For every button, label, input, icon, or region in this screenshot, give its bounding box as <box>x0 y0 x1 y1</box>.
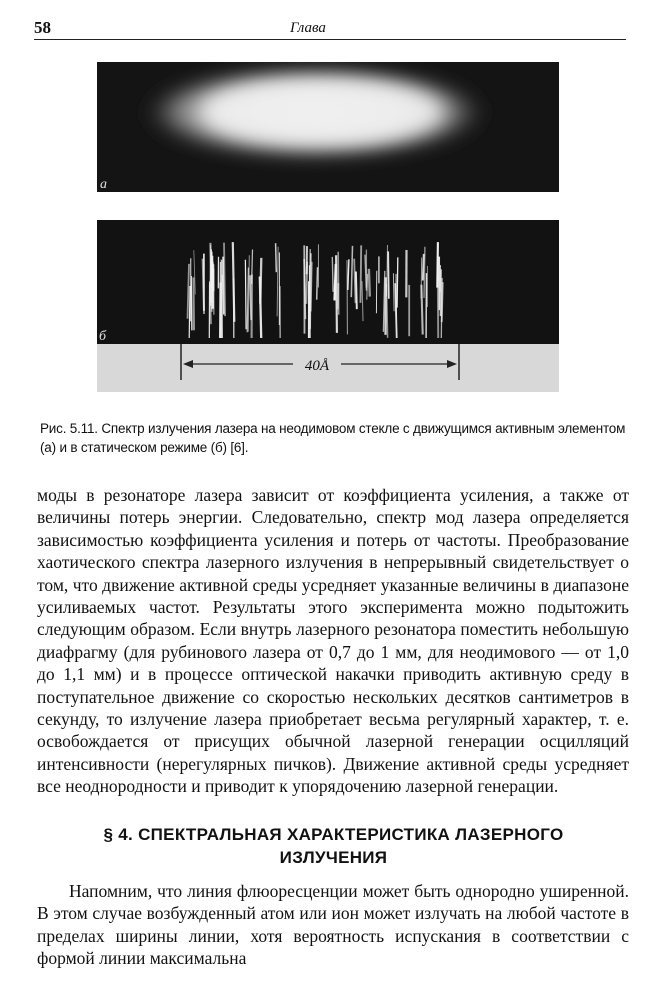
spectral-line <box>317 267 318 300</box>
continuous-spectrum-image <box>97 62 559 192</box>
spectral-line <box>397 257 398 307</box>
spectral-line <box>332 257 333 292</box>
figure-panel-b <box>97 220 559 392</box>
spectral-line <box>441 269 442 316</box>
figure-caption: Рис. 5.11. Спектр излучения лазера на неодимовом стекле с движущимся активным элементом (а) и в статическом режиме (б) [6]. <box>40 421 626 455</box>
section-heading-line-1: § 4. СПЕКТРАЛЬНАЯ ХАРАКТЕРИСТИКА ЛАЗЕРНОГО <box>103 825 564 844</box>
paragraph-text: Напомним, что линия флюоресценции может быть однородно уширенной. В этом случае возбужденный атом или ион может излучать на любой частоте в пределах ширины линии, хотя вероятность испускания в соответствии с формой линии максимальна <box>37 881 629 969</box>
section-heading <box>90 823 577 869</box>
page-number: 58 <box>34 18 51 37</box>
paragraph-text: моды в резонаторе лазера зависит от коэффициента усиления, а также от величины потерь энергии. Следовательно, спектр мод лазера определяется зависимостью коэффициента усиления и потерь от частоты. Преобразование хаотического спектра лазерного излучения в непрерывный свидетельствует о том, что движение активной среды усредняет указанные величины в диапазоне усиливаемых частот. Результаты этого эксперимента можно подытожить следующим образом. Если внутрь лазерного резонатора поместить небольшую диафрагму (для рубинового лазера от 0,7 до 1 мм, для неодимового — от 1,0 до 1,1 мм) и в процессе оптической накачки приводить активную среду в поступательное движение со скоростью нескольких десятков сантиметров в секунду, то излучение лазера приобретает весьма регулярный характер, т. е. освобождается от присущих обычной лазерной генерации осцилляций интенсивности (нерегулярных пичков). Движение активной среды усредняет все неоднородности и приводит к упорядочению лазерной генерации. <box>37 485 629 797</box>
figure-panel-a <box>97 62 559 192</box>
spectral-line <box>442 282 443 322</box>
spectral-line <box>245 260 246 330</box>
spectral-line <box>388 251 389 298</box>
body-paragraph-1 <box>37 484 629 798</box>
spectral-line <box>191 276 192 330</box>
panel-a-label: а <box>100 177 107 192</box>
spectral-line <box>338 283 339 309</box>
spectral-line <box>336 255 337 333</box>
spectral-line <box>421 285 422 335</box>
spectral-line <box>423 254 424 281</box>
spectral-line <box>306 262 307 304</box>
spectral-line <box>189 286 190 338</box>
spectral-line <box>222 260 223 338</box>
scale-label: 40Å <box>304 358 330 374</box>
header-rule <box>34 39 626 40</box>
spectral-line <box>193 277 194 330</box>
section-heading-line-2: ИЗЛУЧЕНИЯ <box>279 848 388 867</box>
spectral-line <box>369 269 370 297</box>
spectral-line <box>361 245 362 303</box>
spectral-line <box>424 247 425 298</box>
line-spectrum-image <box>97 220 559 392</box>
spectral-line <box>223 257 224 315</box>
spectral-line <box>260 258 261 304</box>
spectral-line <box>276 243 277 272</box>
spectral-line <box>437 242 438 288</box>
spectral-line <box>356 272 357 310</box>
running-title: Глава <box>290 20 326 36</box>
section-paragraph-1 <box>37 880 629 970</box>
panel-b-label: б <box>99 329 107 344</box>
